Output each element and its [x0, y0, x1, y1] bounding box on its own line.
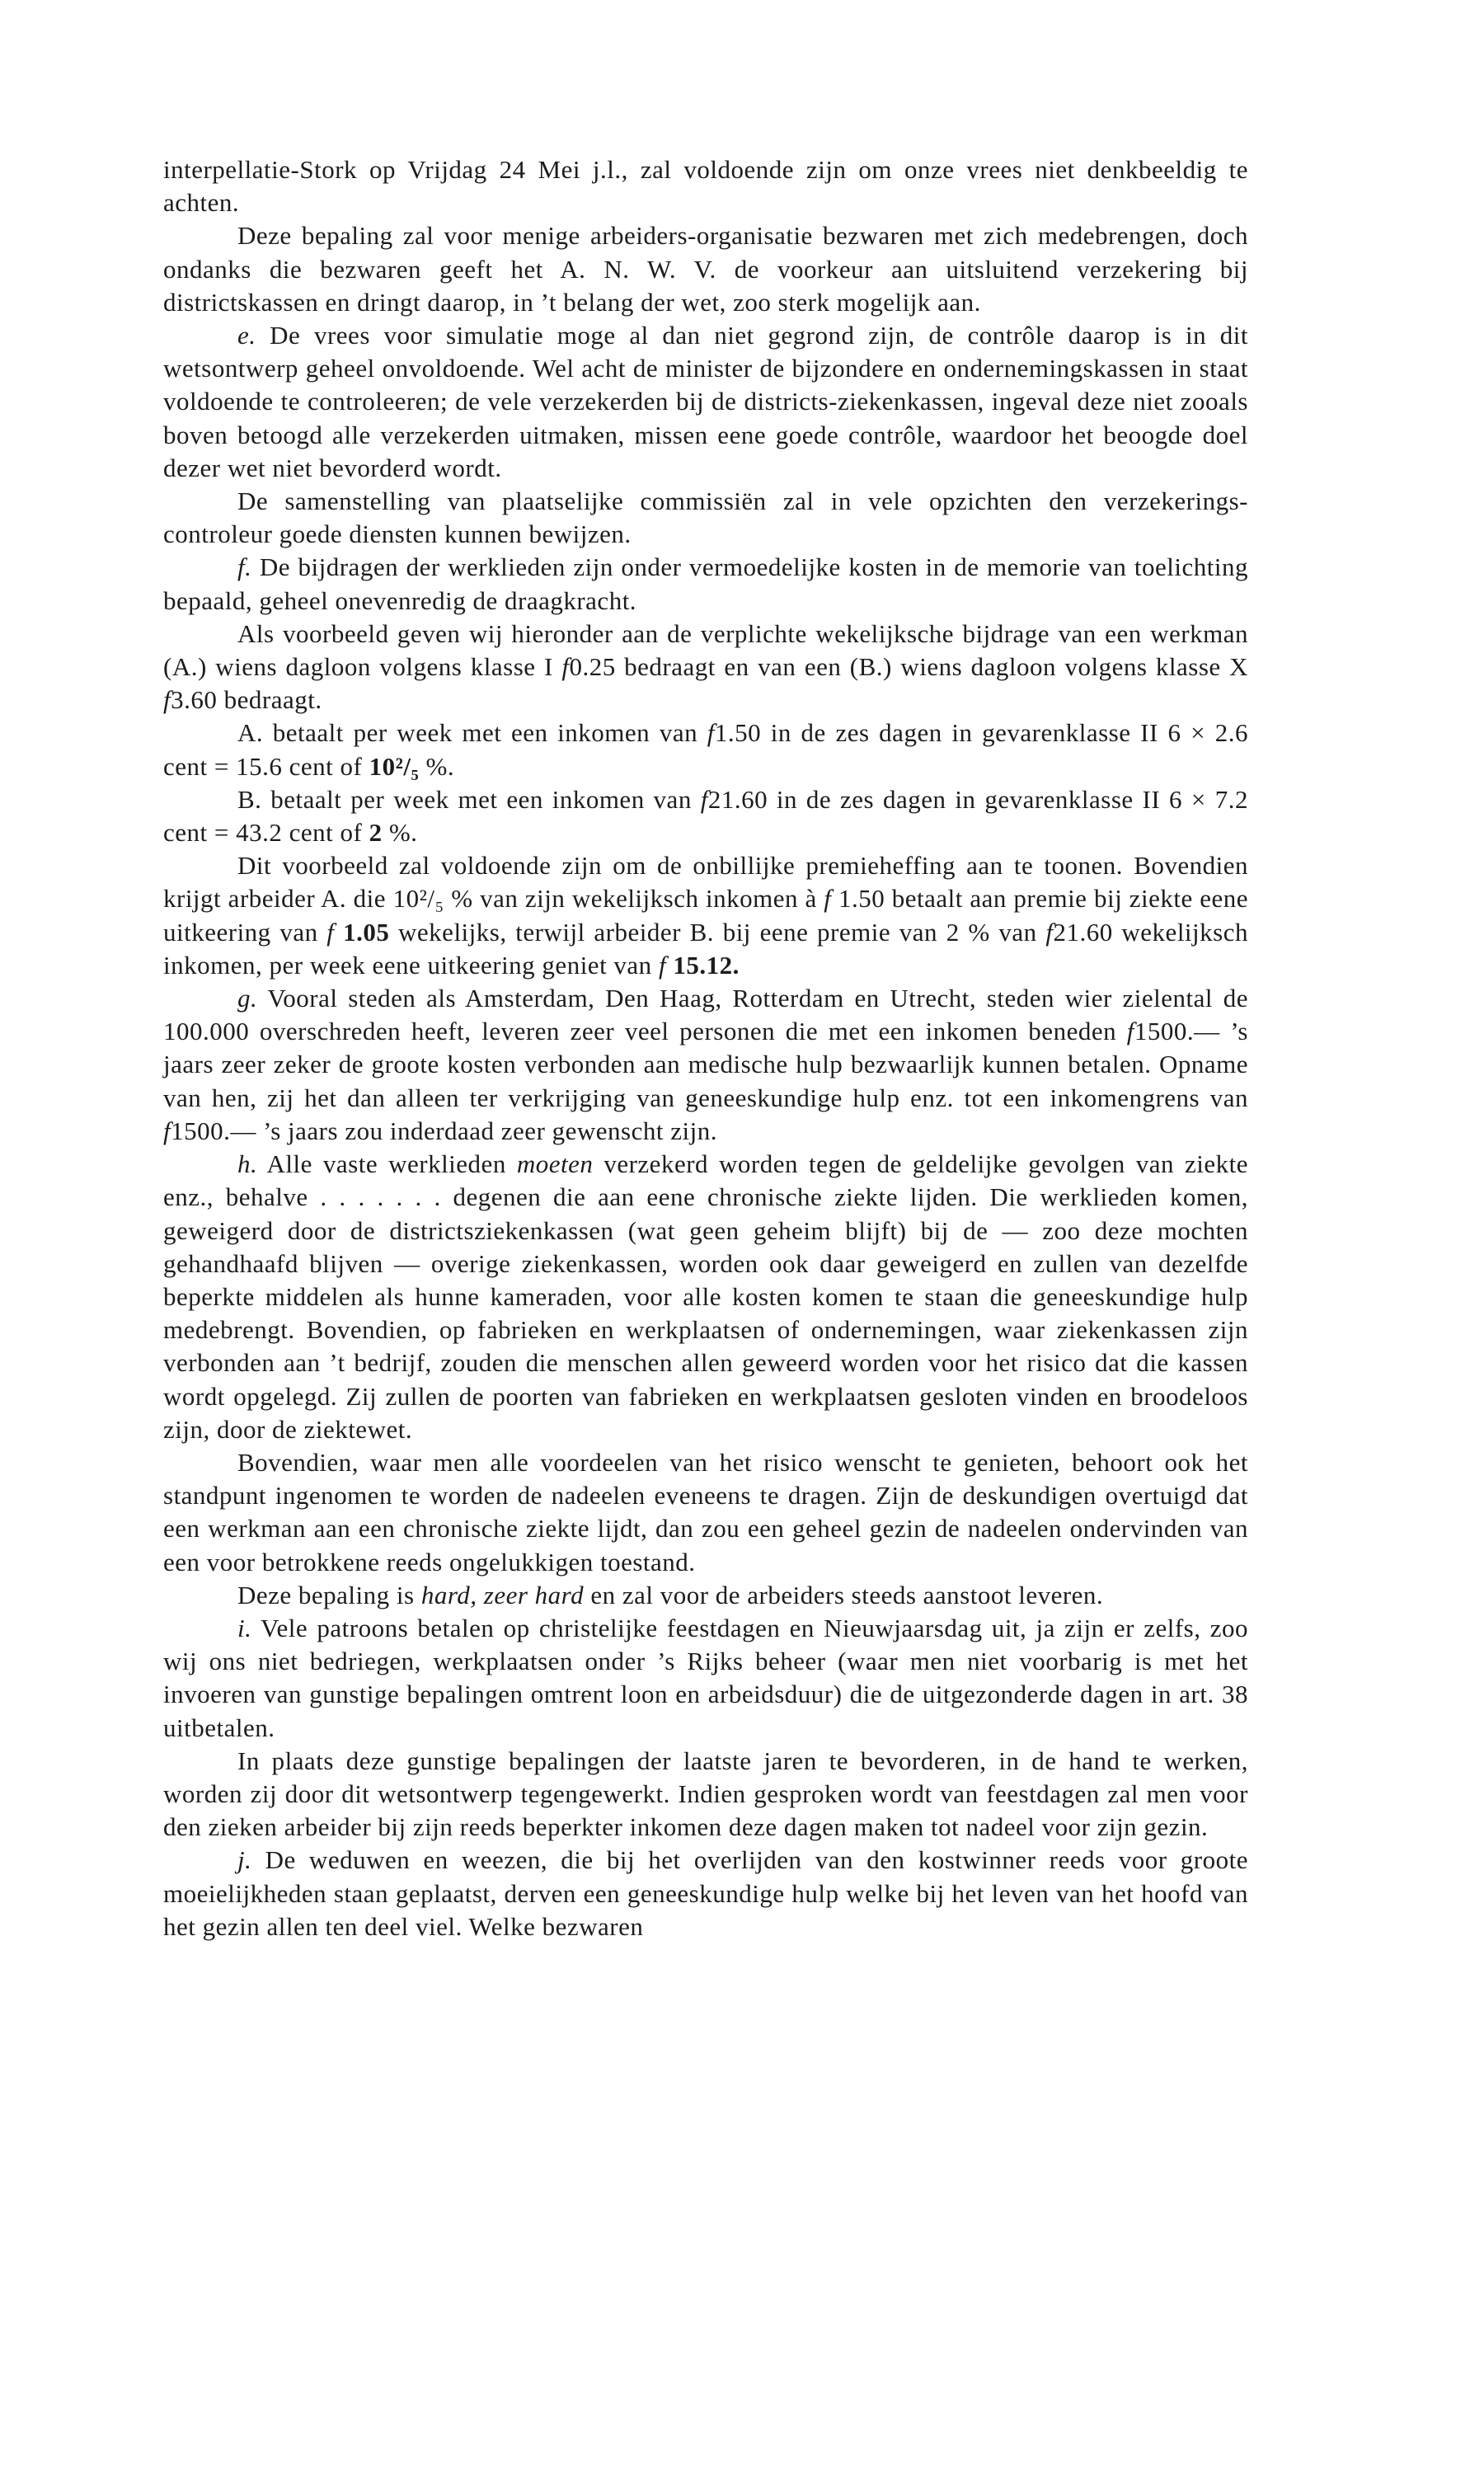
text-segment: f	[707, 718, 715, 748]
text-segment: A. betaalt per week met een inkomen van	[237, 718, 707, 748]
text-segment: f	[1126, 1017, 1134, 1046]
text-segment: moeten	[516, 1149, 594, 1179]
text-segment: 21.60 wekelijksch inkomen, per week eene uitkeering geniet van	[163, 917, 1248, 980]
text-segment: Als voorbeeld geven wij hieronder aan de verplichte wekelijksche bijdrage van een werkman (A.) wiens dagloon volgens klasse I	[163, 618, 1248, 682]
text-segment: Bovendien, waar men alle voordeelen van het risico wenscht te genieten, behoort ook het standpunt ingenomen te worden de nadeelen eveneens te dragen. Zijn de deskundigen overtuigd dat een werkman aan een chronische ziekte lijdt, dan zou een geheel gezin de nadeelen ondervinden van een voor betrokkene reeds ongelukkigen toestand.	[163, 1447, 1248, 1576]
text-segment: f	[824, 884, 832, 914]
text-segment: f	[1045, 917, 1054, 947]
paragraph-p11	[163, 1446, 1248, 1579]
text-segment: 15.12.	[673, 950, 740, 980]
paragraph-p13	[163, 1612, 1248, 1745]
paragraph-marker: j.	[237, 1845, 252, 1875]
text-segment: B. betaalt per week met een inkomen van	[237, 784, 701, 814]
paragraph-marker: h.	[237, 1149, 258, 1179]
text-segment: De weduwen en weezen, die bij het overlijden van den kostwinner reeds voor groote moeielijkheden staan geplaatst, derven een geneeskundige hulp welke bij het leven van het hoofd van het gezin allen ten deel viel. Welke bezwaren	[163, 1845, 1248, 1941]
text-segment: Dit voorbeeld zal voldoende zijn om de onbillijke premieheffing aan te toonen. Bovendien krijgt arbeider A. die 10²/₅ % van zijn wekelijksch inkomen à	[163, 851, 1248, 914]
text-segment: Deze bepaling is	[237, 1580, 421, 1609]
paragraph-p3	[163, 485, 1248, 551]
text-segment: 1.50 in de zes dagen in gevarenklasse II 6 × 2.6 cent = 15.6 cent of	[163, 718, 1248, 781]
text-segment: f	[658, 950, 667, 980]
paragraph-marker: g.	[237, 984, 258, 1013]
text-segment: 21.60 in de zes dagen in gevarenklasse II 6 × 7.2 cent = 43.2 cent of	[163, 784, 1249, 848]
text-segment	[334, 918, 343, 947]
text-segment: 1500.— ’s jaars zeer zeker de groote kosten verbonden aan medische hulp bezwaarlijk kunnen betalen. Opname van hen, zij het dan alleen ter verkrijging van geneeskundige hulp enz. tot een inkomengrens van	[163, 1017, 1248, 1112]
paragraph-p8	[163, 849, 1248, 982]
text-segment: 1.50 betaalt aan premie bij ziekte eene uitkeering van	[163, 884, 1249, 947]
text-segment: De bijdragen der werklieden zijn onder vermoedelijke kosten in de memorie van toelichting bepaald, geheel onevenredig de draagkracht.	[163, 552, 1248, 615]
text-segment: De vrees voor simulatie moge al dan niet gegrond zijn, de contrôle daarop is in dit wetsontwerp geheel onvoldoende. Wel acht de minister de bijzondere en ondernemingskassen in staat voldoende te controleeren; de vele verzekerden bij de districts-ziekenkassen, ingeval deze niet zooals boven betoogd alle verzekerden uitmaken, missen eene goede contrôle, waardoor het beoogde doel dezer wet niet bevorderd wordt.	[163, 321, 1248, 482]
paragraph-p14	[163, 1745, 1248, 1844]
paragraph-p15	[163, 1844, 1248, 1943]
text-segment: f	[163, 1116, 171, 1145]
text-segment: 10²/₅	[369, 751, 420, 781]
paragraph-p5	[163, 618, 1248, 717]
paragraph-marker: e.	[237, 321, 256, 350]
text-segment: %.	[382, 818, 418, 848]
text-segment: Alle vaste werklieden	[257, 1149, 517, 1179]
text-segment: 0.25 bedraagt en van een (B.) wiens dagloon volgens klasse X	[569, 652, 1249, 682]
paragraph-p1	[163, 219, 1248, 319]
text-segment: 2	[369, 818, 383, 848]
text-segment: %.	[419, 751, 455, 781]
text-segment: Vele patroons betalen op christelijke feestdagen en Nieuwjaarsdag uit, ja zijn er zelfs, zoo wij ons niet bedriegen, werkplaatsen onder ’s Rijks beheer (waar men niet voorbarig is met het invoeren van gunstige bepalingen omtrent loon en arbeidsduur) die de uitgezonderde dagen in art. 38 uitbetalen.	[163, 1613, 1248, 1742]
text-segment: verzekerd worden tegen de geldelijke gevolgen van ziekte enz., behalve . . . . . . . degenen die aan eene chronische ziekte lijden. Die werklieden komen, geweigerd door de districtsziekenkassen (wat geen geheim blijft) bij de — zoo deze mochten gehandhaafd blijven — overige ziekenkassen, worden ook daar geweigerd en zullen van dezelfde beperkte middelen als hunne kameraden, voor alle kosten komen te staan die geneeskundige hulp medebrengt. Bovendien, op fabrieken en werkplaatsen of ondernemingen, waar ziekenkassen zijn verbonden aan ’t bedrijf, zouden die menschen allen geweerd worden voor het risico dat die kassen wordt opgelegd. Zij zullen de poorten van fabrieken en werkplaatsen gesloten vinden en broodeloos zijn, door de ziektewet.	[163, 1149, 1248, 1444]
paragraph-p2	[163, 319, 1248, 485]
text-segment: f	[326, 917, 335, 947]
text-segment: In plaats deze gunstige bepalingen der laatste jaren te bevorderen, in de hand te werken, worden zij door dit wetsontwerp tegengewerkt. Indien gesproken wordt van feestdagen zal men voor den zieken arbeider bij zijn reeds beperkter inkomen deze dagen maken tot nadeel voor zijn gezin.	[163, 1746, 1248, 1842]
paragraph-p0	[163, 153, 1248, 219]
body-text	[163, 153, 1248, 1943]
text-segment: interpellatie-Stork op Vrijdag 24 Mei j.l., zal voldoende zijn om onze vrees niet denkbeeldig te achten.	[163, 155, 1248, 218]
text-segment: en zal voor de arbeiders steeds aanstoot leveren.	[584, 1580, 1104, 1609]
paragraph-p4	[163, 551, 1248, 617]
paragraph-p7	[163, 783, 1248, 849]
text-segment: hard, zeer hard	[420, 1580, 585, 1609]
text-segment: wekelijks, terwijl arbeider B. bij eene premie van 2 % van	[389, 917, 1046, 947]
paragraph-marker: f.	[237, 552, 252, 582]
text-segment: f	[561, 652, 570, 682]
paragraph-p6	[163, 717, 1248, 782]
text-segment: 3.60 bedraagt.	[171, 685, 322, 715]
text-segment: f	[163, 685, 171, 715]
text-segment: 1.05	[343, 917, 390, 947]
text-segment: 1500.— ’s jaars zou inderdaad zeer gewenscht zijn.	[171, 1116, 717, 1145]
text-segment: f	[700, 784, 708, 814]
text-segment: Deze bepaling zal voor menige arbeiders-organisatie bezwaren met zich medebrengen, doch ondanks die bezwaren geeft het A. N. W. V. de voorkeur aan uitsluitend verzekering bij districtskassen en dringt daarop, in ’t belang der wet, zoo sterk mogelijk aan.	[163, 221, 1248, 317]
paragraph-p10	[163, 1148, 1248, 1446]
paragraph-p12	[163, 1579, 1248, 1612]
text-segment: De samenstelling van plaatselijke commissiën zal in vele opzichten den verzekerings-controleur goede diensten kunnen bewijzen.	[163, 486, 1248, 549]
paragraph-p9	[163, 982, 1248, 1148]
text-segment: Vooral steden als Amsterdam, Den Haag, Rotterdam en Utrecht, steden wier zielental de 100.000 overschreden heeft, leveren zeer veel personen die met een inkomen beneden	[163, 984, 1248, 1046]
paragraph-marker: i.	[237, 1613, 252, 1642]
